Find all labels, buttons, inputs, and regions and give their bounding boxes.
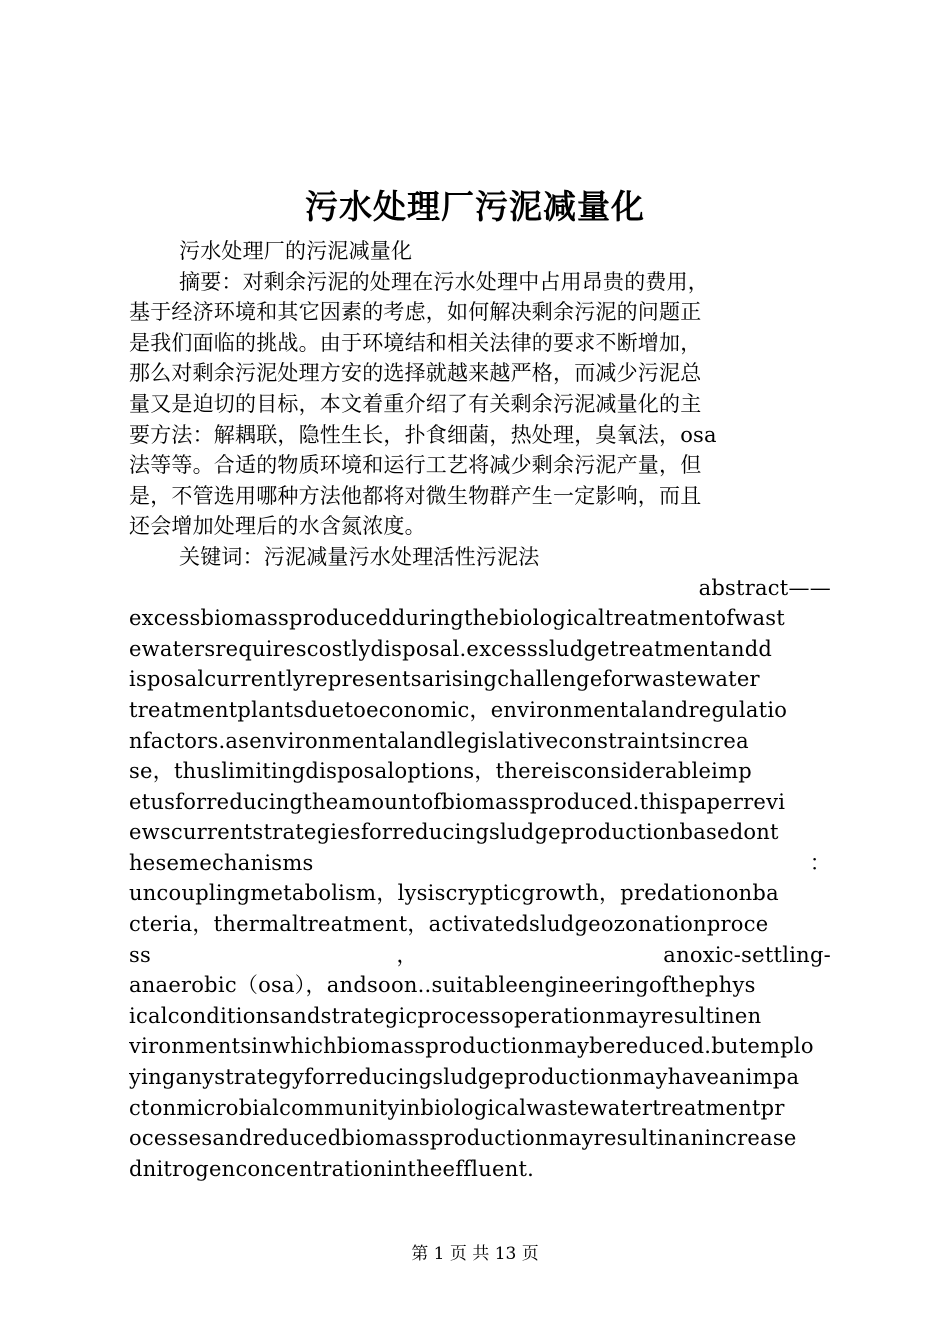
abstract-en-line: uncouplingmetabolism，lysiscrypticgrowth，predationonba xyxy=(129,881,779,906)
abstract-cn-line: 是我们面临的挑战。由于环境结和相关法律的要求不断增加， xyxy=(129,330,702,355)
abstract-cn-line: 法等等。合适的物质环境和运行工艺将减少剩余污泥产量，但 xyxy=(129,453,702,478)
abstract-en-line: icalconditionsandstrategicprocessoperationmayresultinen xyxy=(129,1003,762,1028)
abstract-cn-line: 那么对剩余污泥处理方安的选择就越来越严格，而减少污泥总 xyxy=(129,361,702,386)
abstract-cn-line: 基于经济环境和其它因素的考虑，如何解决剩余污泥的问题正 xyxy=(129,300,702,325)
document-body xyxy=(129,236,831,1184)
abstract-en-line: ss，anoxic-settling- xyxy=(129,942,831,967)
document-subtitle: 污水处理厂的污泥减量化 xyxy=(179,239,413,263)
abstract-en-line: isposalcurrentlyrepresentsarisingchallengeforwastewater xyxy=(129,667,760,692)
keywords-line: 关键词：污泥减量污水处理活性污泥法 xyxy=(179,544,540,569)
abstract-cn-line: 要方法：解耦联，隐性生长，扑食细菌，热处理，臭氧法，osa xyxy=(129,422,717,447)
abstract-cn-line: 还会增加处理后的水含氮浓度。 xyxy=(129,514,426,539)
abstract-en-line: etusforreducingtheamountofbiomassproduced.thispaperrevi xyxy=(129,789,786,814)
abstract-en-line: ocessesandreducedbiomassproductionmayresultinanincrease xyxy=(129,1126,797,1151)
abstract-en-line: hesemechanisms： xyxy=(129,850,831,875)
abstract-en-line: dnitrogenconcentrationintheeffluent. xyxy=(129,1156,535,1181)
abstract-cn-line: 是，不管选用哪种方法他都将对微生物群产生一定影响，而且 xyxy=(129,483,702,508)
abstract-en-line: ewscurrentstrategiesforreducingsludgeproductionbasedont xyxy=(129,820,779,845)
abstract-en-line: cteria，thermaltreatment，activatedsludgeozonationproce xyxy=(129,912,769,937)
abstract-en-line: vironmentsinwhichbiomassproductionmaybereduced.butemplo xyxy=(129,1034,814,1059)
abstract-en-line: anaerobic（osa），andsoon..suitableengineeringofthephys xyxy=(129,973,756,998)
abstract-en-line: treatmentplantsduetoeconomic，environmentalandregulatio xyxy=(129,697,788,722)
abstract-en-line: ewatersrequirescostlydisposal.excesssludgetreatmentandd xyxy=(129,636,773,661)
abstract-en-line: excessbiomassproducedduringthebiologicaltreatmentofwast xyxy=(129,606,785,631)
page-footer: 第 1 页 共 13 页 xyxy=(411,1244,539,1264)
abstract-en-line: nfactors.asenvironmentalandlegislativeconstraintsincrea xyxy=(129,728,749,753)
abstract-en-line: abstract—— xyxy=(698,575,831,600)
abstract-cn-line: 量又是迫切的目标，本文着重介绍了有关剩余污泥减量化的主 xyxy=(129,391,702,416)
abstract-cn-line: 摘要：对剩余污泥的处理在污水处理中占用昂贵的费用， xyxy=(179,269,709,294)
abstract-en-line: se，thuslimitingdisposaloptions，thereisconsiderableimp xyxy=(129,759,752,784)
abstract-en-line: yinganystrategyforreducingsludgeproductionmayhaveanimpa xyxy=(129,1065,800,1090)
document-title: 污水处理厂污泥减量化 xyxy=(305,187,645,226)
abstract-en-line: ctonmicrobialcommunityinbiologicalwastewatertreatmentpr xyxy=(129,1095,785,1120)
